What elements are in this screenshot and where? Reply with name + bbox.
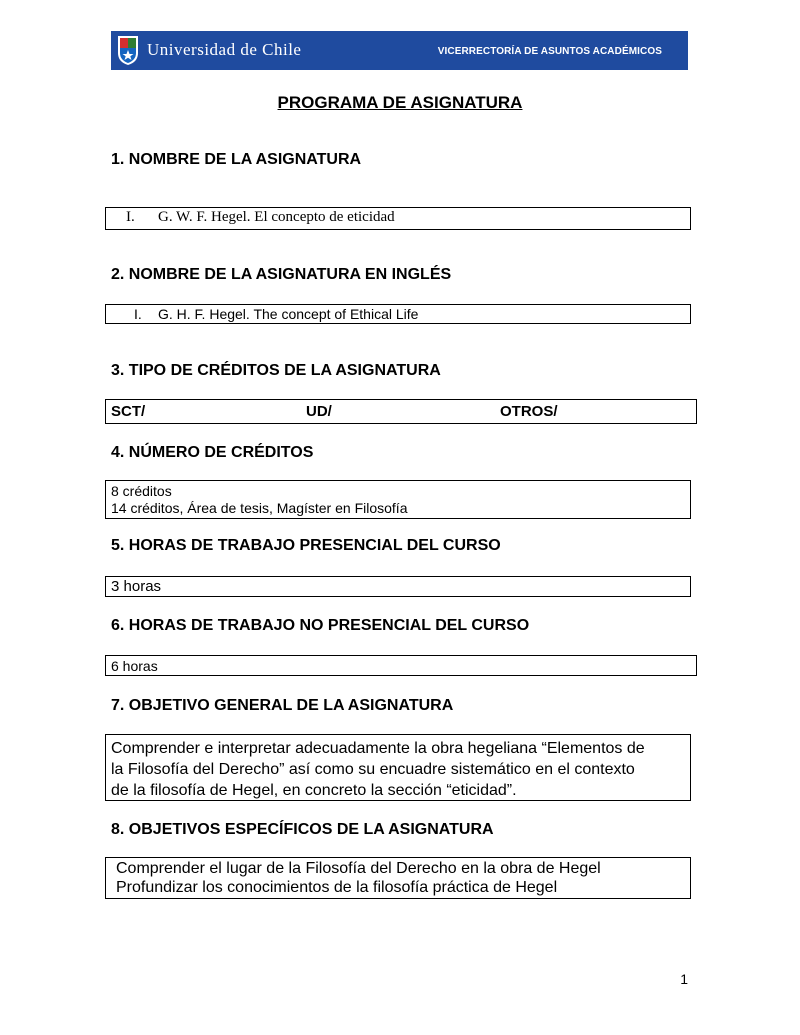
section-1-heading: 1. NOMBRE DE LA ASIGNATURA (111, 151, 362, 168)
ud-label: UD/ (306, 403, 332, 420)
presential-hours: 3 horas (111, 578, 162, 595)
section-7-heading: 7. OBJETIVO GENERAL DE LA ASIGNATURA (111, 697, 454, 714)
header-banner (111, 31, 688, 70)
section-2-numeral: I. (134, 306, 142, 322)
university-crest-icon (117, 35, 139, 66)
section-8-box (105, 857, 691, 899)
section-1-box (105, 207, 691, 230)
page-number: 1 (680, 971, 688, 987)
section-7-box (105, 734, 691, 801)
section-6-heading: 6. HORAS DE TRABAJO NO PRESENCIAL DEL CURSO (111, 617, 530, 634)
section-5-box (105, 576, 691, 597)
vice-rectory-label: VICERRECTORÍA DE ASUNTOS ACADÉMICOS (437, 46, 662, 57)
non-presential-hours: 6 horas (111, 658, 158, 674)
section-6-box (105, 655, 697, 676)
otros-label: OTROS/ (500, 403, 558, 420)
document-title: PROGRAMA DE ASIGNATURA (277, 93, 523, 112)
section-3-heading: 3. TIPO DE CRÉDITOS DE LA ASIGNATURA (111, 362, 441, 379)
section-2-heading: 2. NOMBRE DE LA ASIGNATURA EN INGLÉS (111, 266, 452, 283)
section-2-box (105, 304, 691, 324)
university-name: Universidad de Chile (147, 40, 302, 59)
general-objective-line: la Filosofía del Derecho” así como su encuadre sistemático en el contexto (111, 761, 635, 778)
specific-objective-line: Comprender el lugar de la Filosofía del Derecho en la obra de Hegel (116, 860, 601, 877)
course-name-english: G. H. F. Hegel. The concept of Ethical Life (158, 306, 419, 322)
credits-line: 8 créditos (111, 483, 172, 499)
general-objective-line: Comprender e interpretar adecuadamente la obra hegeliana “Elementos de (111, 740, 645, 757)
general-objective-line: de la filosofía de Hegel, en concreto la sección “eticidad”. (111, 782, 517, 799)
section-8-heading: 8. OBJETIVOS ESPECÍFICOS DE LA ASIGNATURA (111, 821, 494, 838)
specific-objective-line: Profundizar los conocimientos de la filosofía práctica de Hegel (116, 879, 558, 896)
credits-line: 14 créditos, Área de tesis, Magíster en Filosofía (111, 500, 408, 516)
section-5-heading: 5. HORAS DE TRABAJO PRESENCIAL DEL CURSO (111, 537, 501, 554)
sct-label: SCT/ (111, 403, 146, 420)
section-4-heading: 4. NÚMERO DE CRÉDITOS (111, 444, 314, 461)
section-1-numeral: I. (126, 209, 135, 225)
section-3-box (105, 399, 697, 424)
course-name: G. W. F. Hegel. El concepto de eticidad (158, 209, 395, 225)
section-4-box (105, 480, 691, 519)
